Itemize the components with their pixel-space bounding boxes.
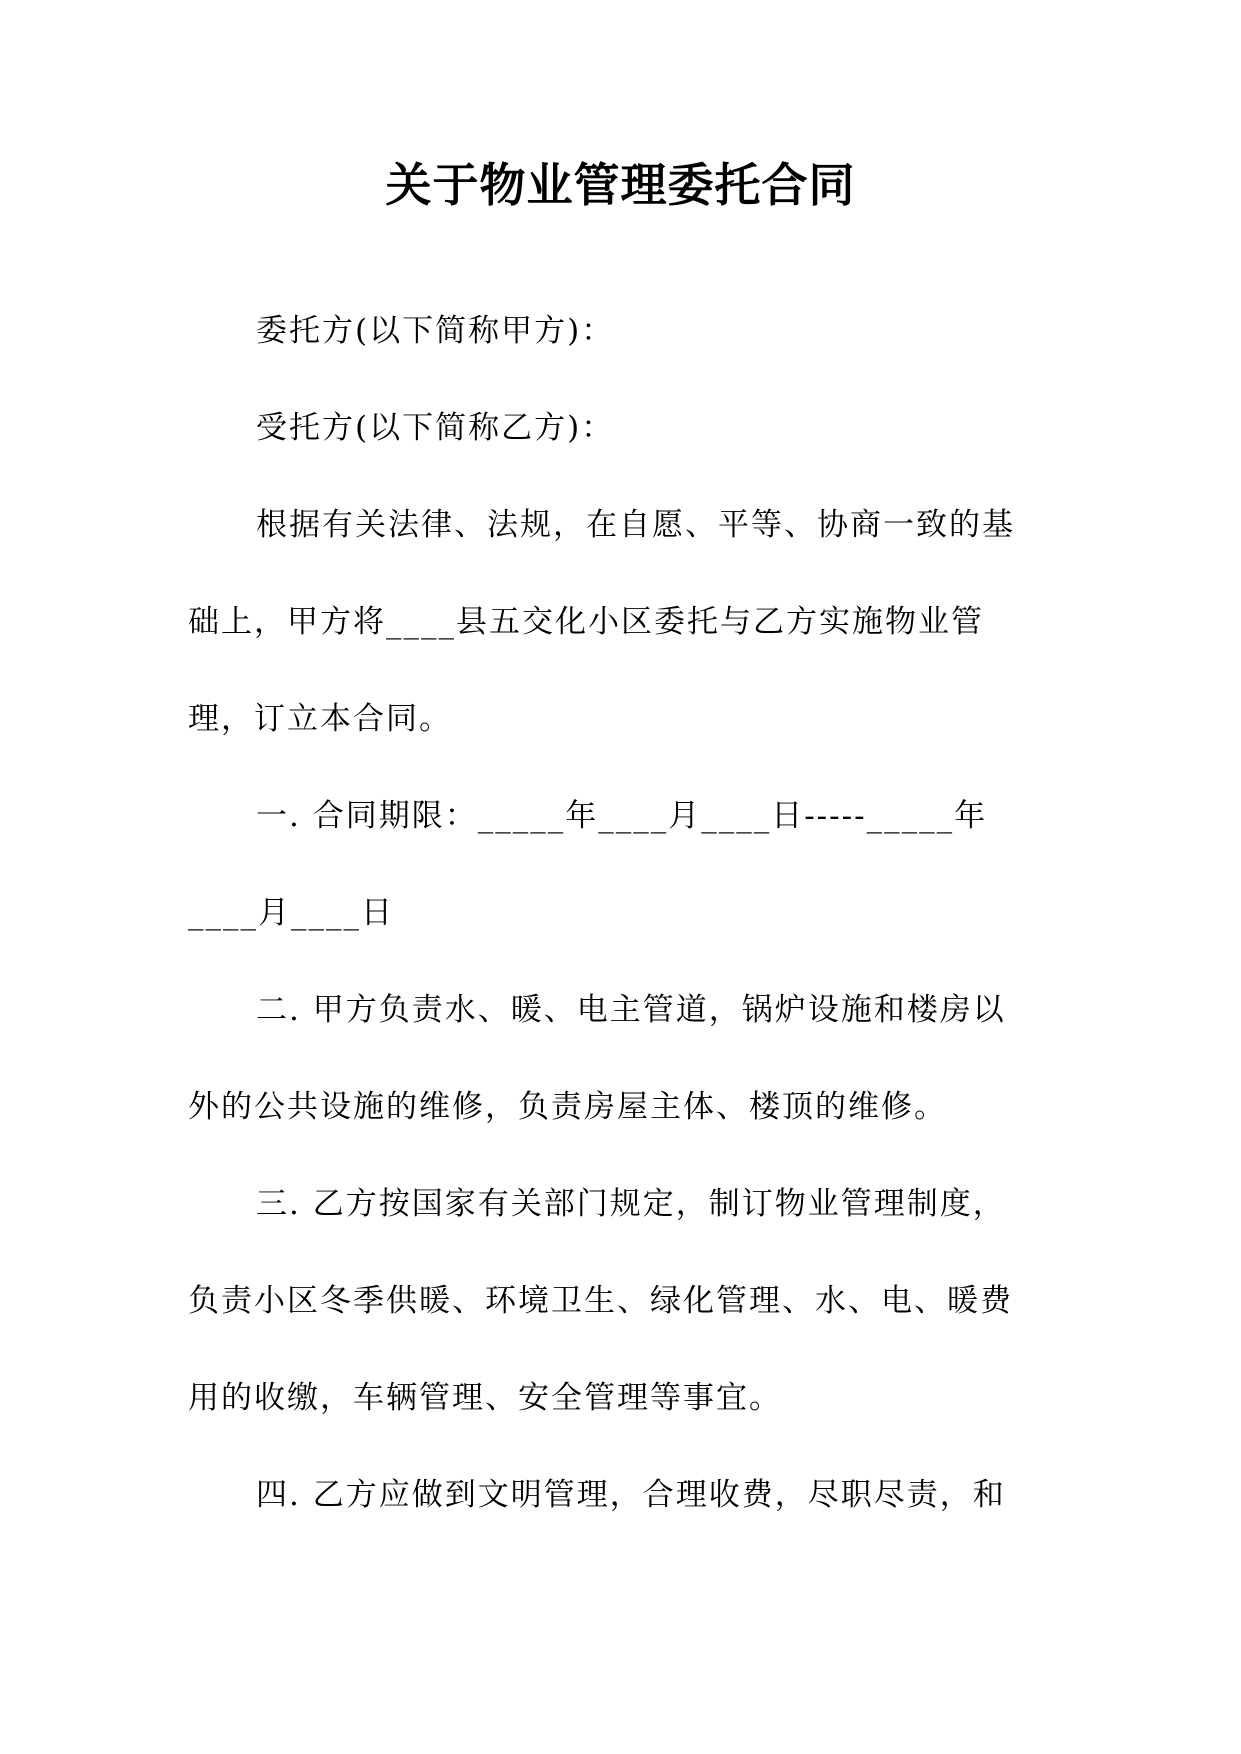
clause-4-line-1: 四. 乙方应做到文明管理，合理收费，尽职尽责，和 [256, 1477, 1006, 1513]
preamble-line-3: 理，订立本合同。 [188, 701, 452, 737]
document-title: 关于物业管理委托合同 [385, 158, 856, 212]
party-b-line: 受托方(以下简称乙方)： [256, 410, 615, 446]
clause-3-line-3: 用的收缴，车辆管理、安全管理等事宜。 [188, 1380, 782, 1416]
clause-1-line-2: ____月____日 [188, 895, 394, 931]
preamble-line-2: 础上，甲方将____县五交化小区委托与乙方实施物业管 [188, 604, 984, 640]
clause-1-line-1: 一. 合同期限：_____年____月____日-----_____年 [256, 798, 988, 834]
clause-3-line-2: 负责小区冬季供暖、环境卫生、绿化管理、水、电、暖费 [188, 1283, 1013, 1319]
clause-2-line-2: 外的公共设施的维修，负责房屋主体、楼顶的维修。 [188, 1089, 947, 1125]
clause-2-line-1: 二. 甲方负责水、暖、电主管道，锅炉设施和楼房以 [256, 992, 1006, 1028]
clause-3-line-1: 三. 乙方按国家有关部门规定，制订物业管理制度， [256, 1186, 1006, 1222]
preamble-line-1: 根据有关法律、法规，在自愿、平等、协商一致的基 [256, 507, 1015, 543]
party-a-line: 委托方(以下简称甲方)： [256, 313, 615, 349]
